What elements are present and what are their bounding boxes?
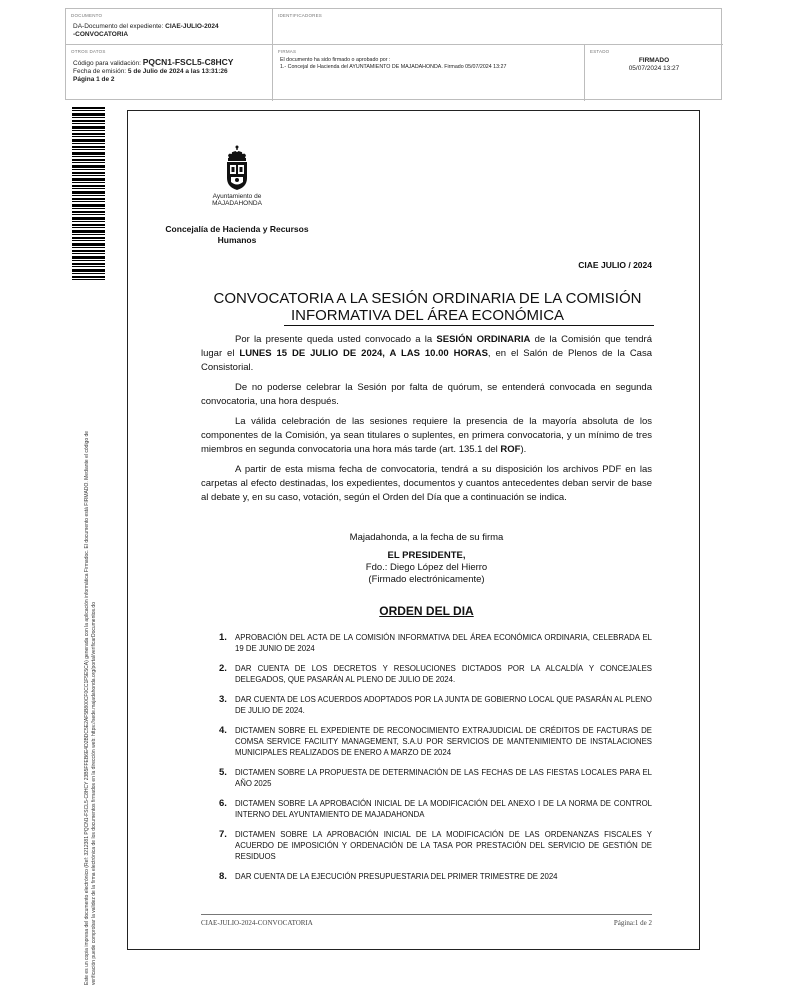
p3-rof: ROF xyxy=(500,444,521,455)
p1-text-c: de la Comisión que tendrá lugar el xyxy=(201,334,652,359)
agenda-item-number: 1. xyxy=(219,632,227,643)
paragraph-validity xyxy=(201,415,652,457)
agenda-list xyxy=(212,632,652,891)
fecha-prefix: Fecha de emisión: xyxy=(73,68,128,75)
agenda-item-number: 4. xyxy=(219,725,227,736)
p1-text-e: , en el Salón de Plenos de la Casa Consistorial. xyxy=(201,348,652,373)
documento-suffix: -CONVOCATORIA xyxy=(73,31,129,38)
documento-value xyxy=(73,23,219,39)
agenda-item-text: DICTAMEN SOBRE LA APROBACIÓN INICIAL DE LA MODIFICACIÓN DEL ANEXO I DE LA NORMA DE CONTROL INTERNO DEL AYUNTAMIENTO DE MAJADAHONDA xyxy=(235,799,652,819)
emission-date: 5 de Julio de 2024 a las 13:31:26 xyxy=(127,68,228,75)
agenda-item-number: 3. xyxy=(219,694,227,705)
agenda-item-text: DICTAMEN SOBRE LA PROPUESTA DE DETERMINACIÓN DE LAS FECHAS DE LAS FIESTAS LOCALES PARA EL AÑO 2025 xyxy=(235,768,652,788)
document-title: CONVOCATORIA A LA SESIÓN ORDINARIA DE LA COMISIÓN INFORMATIVA DEL ÁREA ECONÓMICA xyxy=(201,290,654,324)
barcode-image xyxy=(72,107,105,280)
footer-doc-id: CIAE-JULIO-2024-CONVOCATORIA xyxy=(201,919,313,927)
signature-place: Majadahonda, a la fecha de su firma xyxy=(349,532,504,543)
agenda-item xyxy=(212,829,652,862)
agenda-item-number: 7. xyxy=(219,829,227,840)
signature-role: EL PRESIDENTE, xyxy=(387,550,466,561)
documento-label: DOCUMENTO xyxy=(71,13,103,18)
agenda-item-text: DICTAMEN SOBRE LA APROBACIÓN INICIAL DE LA MODIFICACIÓN DE LAS ORDENANZAS FISCALES Y ACUERDO DE IMPOSICIÓN Y ORDENACIÓN DE LA TASA POR PRESTACIÓN DEL SERVICIO DE GESTIÓN DE RESIDUOS xyxy=(235,830,652,861)
otros-datos-label: OTROS DATOS xyxy=(71,49,106,54)
document-body xyxy=(201,333,652,511)
footer-page-number: Página:1 de 2 xyxy=(613,919,652,927)
firmas-label: FIRMAS xyxy=(278,49,297,54)
estado-date: 05/07/2024 13:27 xyxy=(628,65,680,72)
document-metadata-table xyxy=(65,8,722,100)
identificadores-label: IDENTIFICADORES xyxy=(278,13,323,18)
agenda-item xyxy=(212,632,652,654)
order-of-day-title: ORDEN DEL DIA xyxy=(379,604,474,618)
agenda-item xyxy=(212,725,652,758)
codigo-prefix: Código para validación: xyxy=(73,60,143,67)
agenda-item xyxy=(212,798,652,820)
firmas-line1: El documento ha sido firmado o aprobado por : xyxy=(280,57,391,63)
agenda-item-number: 6. xyxy=(219,798,227,809)
agenda-item-text: DAR CUENTA DE LOS DECRETOS Y RESOLUCIONES DICTADOS POR LA ALCALDÍA Y CONCEJALES DELEGADOS, QUE PASARÁN AL PLENO DE JULIO DE 2024. xyxy=(235,664,652,684)
logo-text xyxy=(204,193,270,207)
validation-code: PQCN1-FSCL5-C8HCY xyxy=(142,57,234,67)
p3-text-c: ). xyxy=(520,444,527,455)
firmas-cell xyxy=(273,45,585,101)
agenda-item xyxy=(212,871,652,882)
signature-note: (Firmado electrónicamente) xyxy=(368,574,485,585)
documento-expediente: CIAE-JULIO-2024 xyxy=(165,23,219,30)
estado-label: ESTADO xyxy=(590,49,610,54)
verification-margin-text xyxy=(84,305,98,985)
firmas-value xyxy=(280,57,506,71)
p1-session-type: SESIÓN ORDINARIA xyxy=(436,334,531,345)
otros-datos-value xyxy=(73,58,233,84)
p1-text-a: Por la presente queda usted convocado a la xyxy=(235,334,437,345)
paragraph-quorum: De no poderse celebrar la Sesión por falta de quórum, se entenderá convocada en segunda convocatoria, una hora después. xyxy=(201,382,652,407)
firmas-line2: 1.- Concejal de Hacienda del AYUNTAMIENTO DE MAJADAHONDA. Firmado 05/07/2024 13:27 xyxy=(280,64,507,70)
estado-value xyxy=(585,57,723,73)
documento-cell xyxy=(66,9,273,45)
document-reference: CIAE JULIO / 2024 xyxy=(578,260,652,270)
signature-name: Fdo.: Diego López del Hierro xyxy=(365,562,488,573)
logo-line2: MAJADAHONDA xyxy=(212,200,262,207)
department-name: Concejalía de Hacienda y Recursos Humanos xyxy=(165,224,309,245)
documento-prefix: DA-Documento del expediente: xyxy=(73,23,166,30)
identificadores-cell xyxy=(273,9,723,45)
agenda-item xyxy=(212,663,652,685)
paragraph-documents: A partir de esta misma fecha de convocatoria, tendrá a su disposición los archivos PDF en las carpetas al efecto destinadas, los expedientes, documentos y cuantos antecedentes deban servir de base al debate y, en su caso, votación, según el Orden del Día que a continuación se indica. xyxy=(201,464,652,503)
agenda-item-text: DAR CUENTA DE LA EJECUCIÓN PRESUPUESTARIA DEL PRIMER TRIMESTRE DE 2024 xyxy=(235,872,558,881)
agenda-item-number: 5. xyxy=(219,767,227,778)
agenda-item-text: DAR CUENTA DE LOS ACUERDOS ADOPTADOS POR LA JUNTA DE GOBIERNO LOCAL QUE PASARÁN AL PLENO DE JULIO DE 2024. xyxy=(235,695,652,715)
page-footer xyxy=(201,914,652,927)
p3-text-a: La válida celebración de las sesiones requiere la presencia de la mayoría absoluta de los componentes de la Comisión, ya sean titulares o suplentes, en primera convocatoria, y un mínimo de tres miembros en segunda convocatoria una hora más tarde (art. 135.1 del xyxy=(201,416,652,455)
signature-block xyxy=(201,532,652,586)
agenda-item xyxy=(212,694,652,716)
logo-line1: Ayuntamiento de xyxy=(212,193,262,200)
agenda-item-number: 8. xyxy=(219,871,227,882)
margin-text-line2: verificación puede comprobar la validez de la firma electrónica de los documentos firmados en la dirección web: https://sede.majadahonda.org/portal/verificarDocumentos.do xyxy=(91,602,97,985)
agenda-item-number: 2. xyxy=(219,663,227,674)
agenda-item-text: DICTAMEN SOBRE EL EXPEDIENTE DE RECONOCIMIENTO EXTRAJUDICIAL DE CRÉDITOS DE FACTURAS DE COMSA SERVICE FACILITY MANAGEMENT, S.A.U POR SERVICIOS DE MANTENIMIENTO DE INSTALACIONES MUNICIPALES REALIZADOS DE ENERO A MARZO DE 2024 xyxy=(235,726,652,757)
margin-text-line1: Este es un copia impresa del documento electrónico (Ref: 3212381 PQCN1-FSCL5-C8HCY 23B5FFEB6E4D2BDC5E2AF5B800CF0CC1F5E5CA) generada con la aplicación informática Firmadoc. El documento está FIRMADO. Mediante el código de xyxy=(84,430,90,985)
p1-date-time: LUNES 15 DE JULIO DE 2024, A LAS 10.00 HORAS xyxy=(239,348,488,359)
paragraph-convocation xyxy=(201,333,652,375)
coat-of-arms-icon xyxy=(223,145,251,191)
estado-status: FIRMADO xyxy=(638,57,670,64)
municipal-logo xyxy=(204,145,270,217)
estado-cell xyxy=(585,45,723,101)
otros-datos-cell xyxy=(66,45,273,101)
agenda-item xyxy=(212,767,652,789)
page-count: Página 1 de 2 xyxy=(73,76,115,83)
agenda-item-text: APROBACIÓN DEL ACTA DE LA COMISIÓN INFORMATIVA DEL ÁREA ECONÓMICA ORDINARIA, CELEBRADA EL 19 DE JUNIO DE 2024 xyxy=(235,633,652,653)
